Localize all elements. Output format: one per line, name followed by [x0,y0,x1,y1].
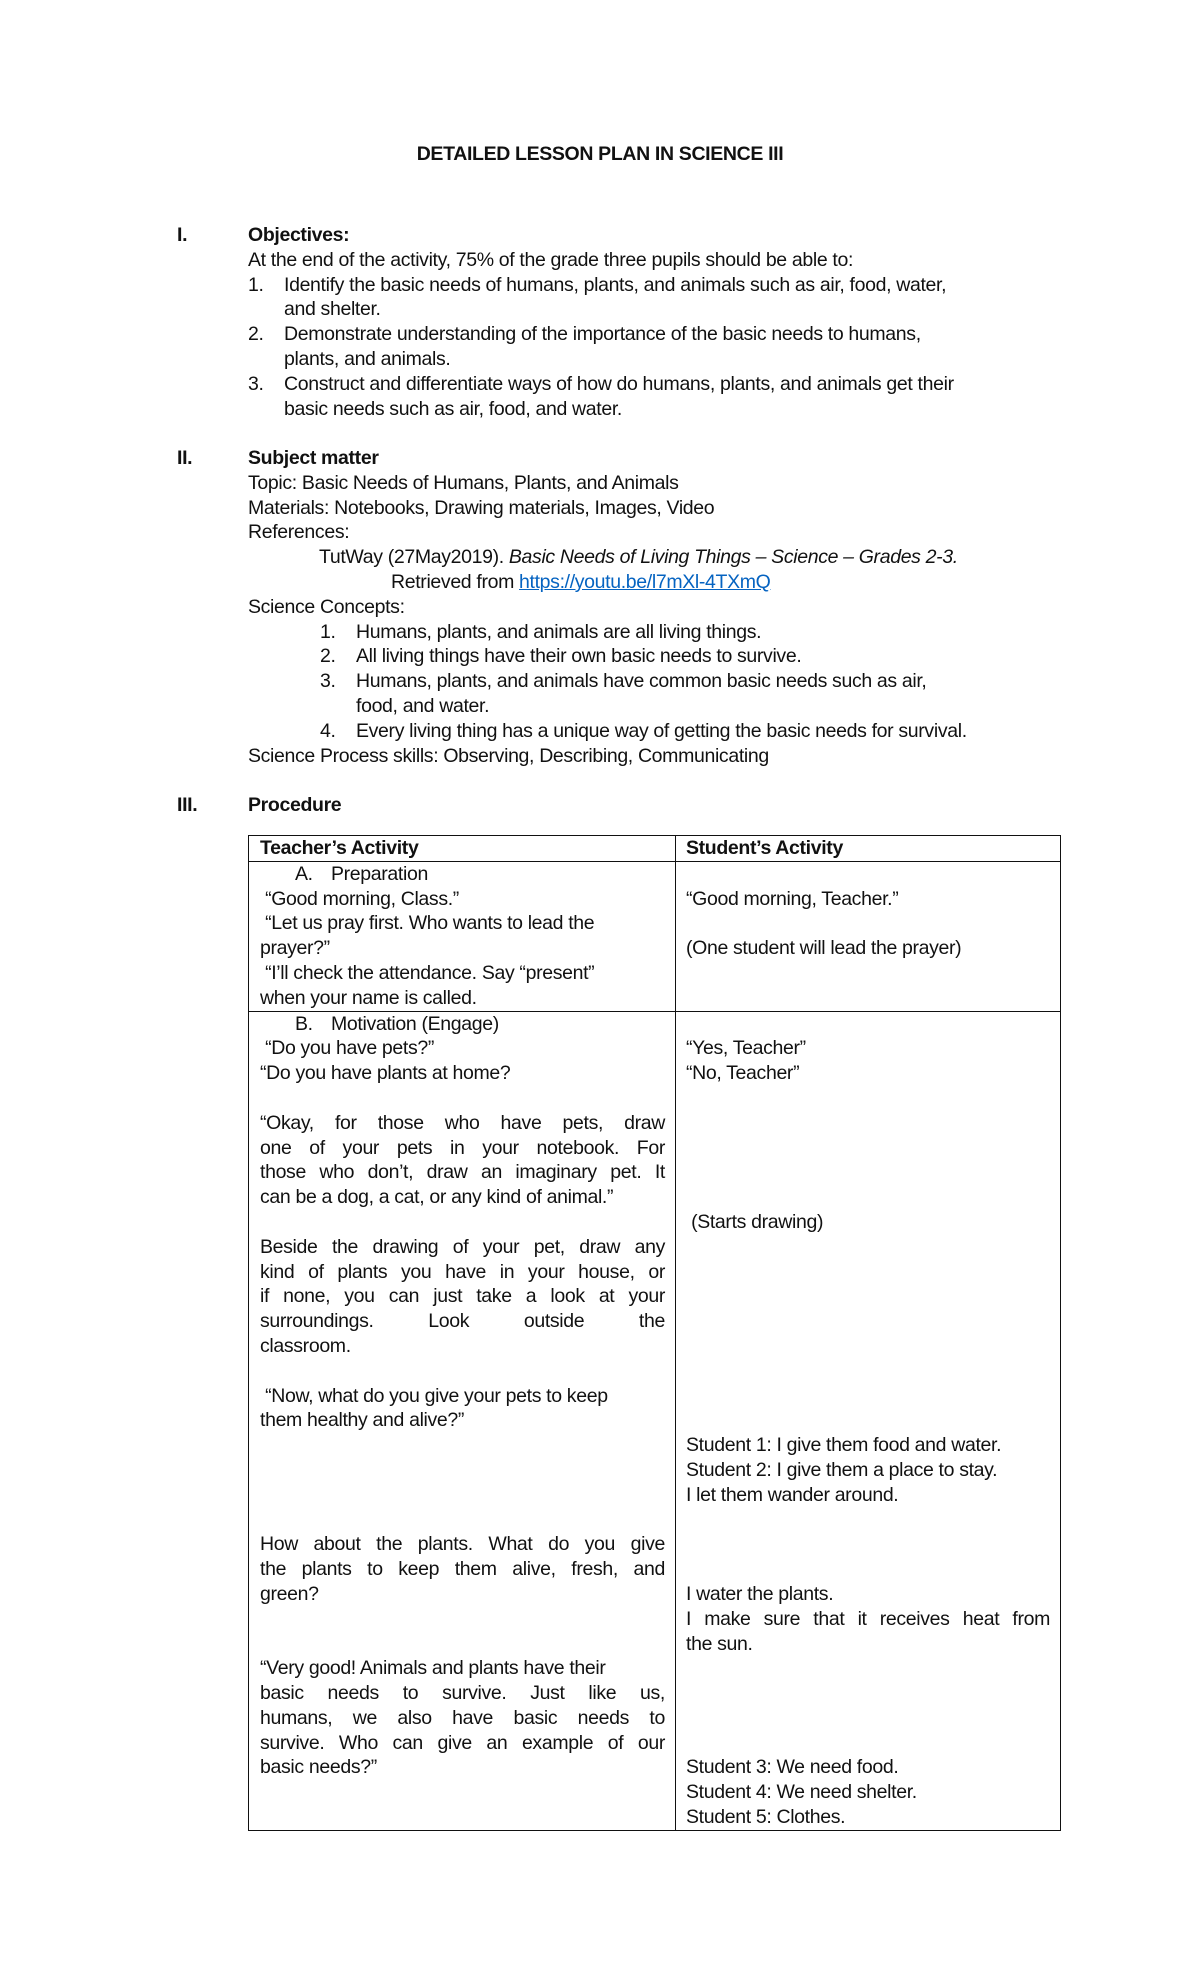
teacher-line: those who don’t, draw an imaginary pet. It [260,1161,665,1184]
student-activity-cell [676,1011,1061,1830]
student-line: I water the plants. [686,1582,834,1605]
subheading-title: Motivation (Engage) [331,1012,499,1035]
list-number: 4. [320,719,336,742]
student-line [686,1681,1050,1706]
student-line [686,1384,1050,1409]
student-line [686,1656,1050,1681]
objectives-list [248,273,1061,422]
list-number: 2. [248,323,264,346]
student-line [686,1408,1050,1433]
student-line: (Starts drawing) [686,1210,824,1233]
teacher-line: one of your pets in your notebook. For [260,1136,665,1159]
list-text: plants, and animals. [284,347,451,370]
subheading-title: Preparation [331,862,428,885]
teacher-line [260,1433,665,1458]
reference-title: Basic Needs of Living Things – Science – Grades 2-3. [508,546,958,569]
teacher-line [260,1632,665,1657]
section-heading: Objectives: [248,224,350,246]
header-student [676,836,1061,862]
teacher-line: “Good morning, Class.” [260,887,459,910]
header-label: Student’s Activity [686,837,843,859]
student-line [686,1557,1050,1582]
retrieved-label: Retrieved from [391,570,520,593]
table-row [249,861,1061,1011]
student-line [686,1086,1050,1111]
reference-author: TutWay (27May2019). [319,546,509,569]
student-line [686,862,1050,887]
activity-subheading [260,1012,665,1037]
teacher-line: Beside the drawing of your pet, draw any [260,1235,665,1258]
list-number [248,297,284,322]
student-line [686,1532,1050,1557]
list-item [248,694,1061,719]
teacher-line [260,1359,665,1384]
teacher-line: “Now, what do you give your pets to keep [260,1384,608,1407]
reference-link[interactable]: https://youtu.be/l7mXl-4TXmQ [519,570,771,593]
student-line: (One student will lead the prayer) [686,937,962,960]
list-number [248,397,284,422]
student-line [686,1309,1050,1334]
student-line [686,1012,1050,1037]
student-line [686,1706,1050,1731]
teacher-line [260,1458,665,1483]
topic: Topic: Basic Needs of Humans, Plants, and Animals [248,471,679,494]
list-item [248,397,1061,422]
reference-retrieved [248,570,1061,595]
list-item [248,719,1061,744]
teacher-line: humans, we also have basic needs to [260,1706,665,1729]
objectives-intro: At the end of the activity, 75% of the grade three pupils should be able to: [248,248,854,271]
teacher-line [260,1210,665,1235]
header-teacher [249,836,676,862]
list-number [248,347,284,372]
list-number: 3. [320,670,336,693]
student-line [686,911,1050,936]
list-text: Humans, plants, and animals are all living things. [356,620,762,643]
teacher-line: prayer?” [260,937,330,960]
student-line [686,1508,1050,1533]
student-line [686,1359,1050,1384]
list-text: Identify the basic needs of humans, plants, and animals such as air, food, water, [284,273,947,296]
student-line: I let them wander around. [686,1483,899,1506]
student-line: the sun. [686,1632,753,1655]
student-line [686,1260,1050,1285]
teacher-activity-cell [249,861,676,1011]
list-item [248,620,1061,645]
student-line [686,1284,1050,1309]
subheading-letter: A. [295,862,313,885]
procedure-table [248,835,1061,1831]
list-item [248,347,1061,372]
student-line [686,1334,1050,1359]
teacher-line: kind of plants you have in your house, or [260,1260,665,1283]
reference-entry [248,545,1061,570]
list-number: 1. [320,620,336,643]
teacher-line [260,1483,665,1508]
document-title: DETAILED LESSON PLAN IN SCIENCE III [416,143,784,165]
student-activity-cell [676,861,1061,1011]
student-line: I make sure that it receives heat from [686,1607,1050,1630]
subheading-letter: B. [295,1012,313,1035]
student-line [686,1160,1050,1185]
list-text: food, and water. [356,694,490,717]
teacher-line [260,1508,665,1533]
table-row [249,1011,1061,1830]
teacher-line [260,1805,665,1830]
list-item [248,273,1061,298]
student-line: Student 3: We need food. [686,1756,899,1779]
header-label: Teacher’s Activity [260,837,419,859]
list-text: All living things have their own basic needs to survive. [356,645,802,668]
list-item [248,372,1061,397]
teacher-line: basic needs to survive. Just like us, [260,1682,665,1705]
teacher-line: basic needs?” [260,1756,377,1779]
teacher-line: can be a dog, a cat, or any kind of animal.” [260,1186,614,1209]
list-item [248,644,1061,669]
student-line: Student 4: We need shelter. [686,1781,917,1804]
list-number: 2. [320,645,336,668]
teacher-line [260,1607,665,1632]
table-header-row [249,836,1061,862]
list-number: 3. [248,372,264,395]
list-text: Demonstrate understanding of the importance of the basic needs to humans, [284,323,921,346]
teacher-line: “Do you have plants at home? [260,1062,511,1085]
teacher-line: classroom. [260,1334,351,1357]
teacher-line: if none, you can just take a look at your [260,1285,665,1308]
student-line [686,1235,1050,1260]
student-line: Student 5: Clothes. [686,1806,846,1829]
teacher-line: “Okay, for those who have pets, draw [260,1111,665,1134]
teacher-line [260,1780,665,1805]
section-number: I. [177,224,188,246]
student-line [686,1136,1050,1161]
list-item [248,669,1061,694]
references-label: References: [248,521,350,544]
student-line [686,986,1050,1011]
section-heading: Procedure [248,794,342,816]
activity-subheading [260,862,665,887]
list-item [248,322,1061,347]
student-line: “Good morning, Teacher.” [686,887,899,910]
section-number: II. [177,447,193,469]
process-skills: Science Process skills: Observing, Describing, Communicating [248,744,769,767]
teacher-line: them healthy and alive?” [260,1409,465,1432]
student-line: “No, Teacher” [686,1062,800,1085]
teacher-line: “Let us pray first. Who wants to lead the [260,912,595,935]
teacher-line: the plants to keep them alive, fresh, and [260,1558,665,1581]
list-text: Humans, plants, and animals have common basic needs such as air, [356,670,927,693]
student-line [686,961,1050,986]
concepts-list [248,620,1061,744]
list-item [248,297,1061,322]
teacher-activity-cell [249,1011,676,1830]
list-text: basic needs such as air, food, and water. [284,397,622,420]
materials: Materials: Notebooks, Drawing materials, Images, Video [248,496,715,519]
section-number: III. [177,794,198,816]
teacher-line: surroundings. Look outside the [260,1310,665,1333]
list-number [320,694,356,719]
teacher-line: “I’ll check the attendance. Say “present” [260,961,595,984]
student-line [686,1185,1050,1210]
teacher-line: How about the plants. What do you give [260,1533,665,1556]
list-text: Construct and differentiate ways of how do humans, plants, and animals get their [284,372,954,395]
list-text: and shelter. [284,298,381,321]
section-heading: Subject matter [248,447,379,469]
list-number: 1. [248,273,264,296]
teacher-line: “Very good! Animals and plants have their [260,1657,606,1680]
teacher-line: when your name is called. [260,986,477,1009]
student-line [686,1111,1050,1136]
student-line: “Yes, Teacher” [686,1037,806,1060]
teacher-line: “Do you have pets?” [260,1037,435,1060]
concepts-label: Science Concepts: [248,595,405,618]
student-line: Student 2: I give them a place to stay. [686,1458,998,1481]
list-text: Every living thing has a unique way of getting the basic needs for survival. [356,719,967,742]
teacher-line: survive. Who can give an example of our [260,1731,665,1754]
teacher-line: green? [260,1582,319,1605]
teacher-line [260,1086,665,1111]
student-line: Student 1: I give them food and water. [686,1434,1002,1457]
student-line [686,1731,1050,1756]
